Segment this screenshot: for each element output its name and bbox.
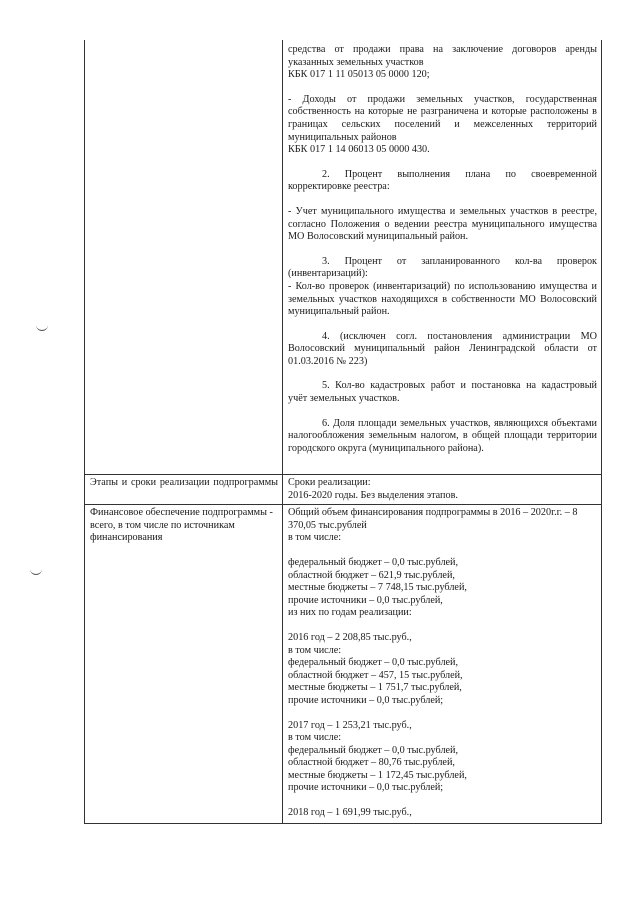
income-land-sale-text: - Доходы от продажи земельных участков, государственная собственность на которые не разграничена и которые расположены в границах сельских поселений и межселенных территорий муниципальных районов bbox=[288, 93, 597, 143]
year-2017-local: местные бюджеты – 1 172,45 тыс.рублей, bbox=[288, 769, 467, 781]
financing-federal: федеральный бюджет – 0,0 тыс.рублей, bbox=[288, 556, 459, 568]
financing-regional: областной бюджет – 621,9 тыс.рублей, bbox=[288, 569, 455, 581]
stages-heading: Сроки реализации: bbox=[288, 477, 371, 488]
table-row-financing bbox=[85, 505, 602, 823]
year-2017-other: прочие источники – 0,0 тыс.рублей; bbox=[288, 782, 444, 794]
margin-mark-bottom bbox=[30, 568, 42, 575]
continuation-content-cell bbox=[283, 40, 602, 475]
passport-table bbox=[84, 40, 602, 824]
stages-label: Этапы и сроки реализации подпрограммы bbox=[90, 477, 278, 488]
indicator-4-text: 4. (исключен согл. постановления администрации МО Волосовский муниципальный район Ленинградской области от 01.03.2016 № 223) bbox=[288, 330, 597, 367]
stages-content-cell bbox=[283, 475, 602, 505]
stages-label-cell bbox=[85, 475, 283, 505]
year-2016-regional: областной бюджет – 457, 15 тыс.рублей, bbox=[288, 669, 463, 681]
year-2017-regional: областной бюджет – 80,76 тыс.рублей, bbox=[288, 757, 455, 769]
table-row-stages bbox=[85, 475, 602, 505]
year-2017-including: в том числе: bbox=[288, 732, 342, 744]
financing-label: Финансовое обеспечение подпрограммы - всего, в том числе по источникам финансирования bbox=[90, 507, 273, 544]
financing-total: Общий объем финансирования подпрограммы в 2016 – 2020г.г. – 8 370,05 тыс.рублей bbox=[288, 507, 578, 531]
indicator-3-title: 3. Процент от запланированного кол-ва проверок (инвентаризаций): bbox=[288, 255, 597, 280]
financing-local: местные бюджеты – 7 748,15 тыс.рублей, bbox=[288, 582, 467, 594]
year-2017-total: 2017 год – 1 253,21 тыс.руб., bbox=[288, 719, 412, 731]
income-sale-rights-text: средства от продажи права на заключение договоров аренды указанных земельных участков bbox=[288, 44, 597, 68]
financing-including: в том числе: bbox=[288, 532, 342, 544]
table-row-continuation bbox=[85, 40, 602, 475]
year-2017-federal: федеральный бюджет – 0,0 тыс.рублей, bbox=[288, 744, 459, 756]
year-2016-including: в том числе: bbox=[288, 644, 342, 656]
financing-label-cell bbox=[85, 505, 283, 823]
financing-content-cell bbox=[283, 505, 602, 823]
indicator-5-text: 5. Кол-во кадастровых работ и постановка на кадастровый учёт земельных участков. bbox=[288, 380, 597, 405]
year-2016-other: прочие источники – 0,0 тыс.рублей; bbox=[288, 694, 444, 706]
margin-mark-top bbox=[36, 324, 48, 331]
year-2018-total: 2018 год – 1 691,99 тыс.руб., bbox=[288, 807, 412, 819]
year-2016-local: местные бюджеты – 1 751,7 тыс.рублей, bbox=[288, 682, 462, 694]
kbk-code-1: КБК 017 1 11 05013 05 0000 120; bbox=[288, 69, 430, 81]
year-2016-federal: федеральный бюджет – 0,0 тыс.рублей, bbox=[288, 657, 459, 669]
stages-value: 2016-2020 годы. Без выделения этапов. bbox=[288, 489, 458, 501]
indicator-6-text: 6. Доля площади земельных участков, являющихся объектами налогообложения земельным налогом, в общей площади территории городского округа (муниципального района). bbox=[288, 417, 597, 454]
indicator-2-text: - Учет муниципального имущества и земельных участков в реестре, согласно Положения о ведении реестра муниципального имущества МО Волосовский муниципальный район. bbox=[288, 205, 597, 243]
indicator-2-title: 2. Процент выполнения плана по своевременной корректировке реестра: bbox=[288, 168, 597, 193]
kbk-code-2: КБК 017 1 14 06013 05 0000 430. bbox=[288, 144, 430, 156]
indicator-3-text: - Кол-во проверок (инвентаризаций) по использованию имущества и земельных участков находящихся в собственности МО Волосовский муниципальный район. bbox=[288, 280, 597, 318]
continuation-label-cell bbox=[85, 40, 283, 475]
year-2016-total: 2016 год – 2 208,85 тыс.руб., bbox=[288, 631, 412, 643]
financing-other: прочие источники – 0,0 тыс.рублей, bbox=[288, 594, 443, 606]
financing-by-years: из них по годам реализации: bbox=[288, 607, 412, 619]
